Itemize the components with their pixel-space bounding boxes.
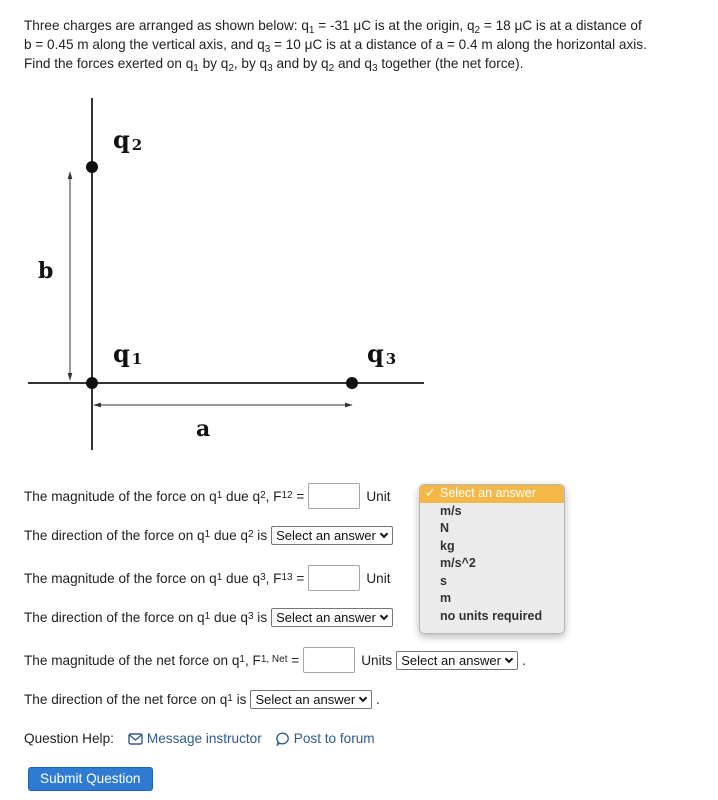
subscript: 1 xyxy=(308,25,315,36)
dropdown-option-no-units[interactable]: no units required xyxy=(440,608,543,623)
question-text: , F xyxy=(265,570,282,586)
problem-text: = 10 μC is at a distance of a = 0.4 m along the horizontal axis. xyxy=(270,37,647,52)
question-text: The magnitude of the net force on q xyxy=(24,652,240,668)
problem-text: Three charges are arranged as shown below: q xyxy=(24,18,309,33)
select-value: Select an answer xyxy=(401,652,501,668)
units-label: Units xyxy=(361,652,393,668)
label-q2: q 2 xyxy=(113,125,143,154)
subscript: 2 xyxy=(328,63,335,74)
chevron-down-icon xyxy=(380,529,388,537)
question-text: The magnitude of the force on q xyxy=(24,488,217,504)
subscript: 3 xyxy=(267,63,273,74)
question-magnitude-net: The magnitude of the net force on q 1 , F 1, Net = Units Select an answer . xyxy=(24,647,526,673)
problem-text: = -31 μC is at the origin, q xyxy=(314,18,475,33)
question-magnitude-f12: The magnitude of the force on q 1 due q 2 , F 12 = Unit xyxy=(24,483,391,509)
question-text: The magnitude of the force on q xyxy=(24,570,217,586)
problem-line-1 xyxy=(24,16,704,35)
charge-q1-dot xyxy=(86,377,98,389)
problem-statement xyxy=(24,16,704,73)
question-magnitude-f13: The magnitude of the force on q 1 due q 3 , F 13 = Unit xyxy=(24,565,391,591)
checkmark-icon: ✓ xyxy=(425,486,436,500)
chat-bubble-icon xyxy=(276,732,290,746)
subscript: 3 xyxy=(264,44,271,55)
units-label: Unit xyxy=(366,570,391,586)
question-text: due q xyxy=(210,527,248,543)
submit-question-button[interactable]: Submit Question xyxy=(28,767,153,791)
subscript: 2 xyxy=(228,63,234,74)
units-dropdown-menu xyxy=(419,484,565,634)
problem-text: b = 0.45 m along the vertical axis, and q xyxy=(24,37,265,52)
problem-line-2 xyxy=(24,35,704,54)
dropdown-option-kg[interactable]: kg xyxy=(440,538,455,553)
question-text: The direction of the force on q xyxy=(24,527,205,543)
post-to-forum-label: Post to forum xyxy=(293,731,375,746)
charge-diagram xyxy=(0,90,718,450)
question-text: is xyxy=(253,609,268,625)
problem-text: together (the net force). xyxy=(377,56,524,71)
subscript: 2 xyxy=(474,25,481,36)
question-text: , F xyxy=(265,488,282,504)
question-text: = xyxy=(292,570,305,586)
problem-text: Find the forces exerted on q xyxy=(24,56,194,71)
select-value: Select an answer xyxy=(276,609,376,625)
dropdown-option-s[interactable]: s xyxy=(440,573,447,588)
problem-text: , by q xyxy=(233,56,268,71)
direction-q3-select[interactable] xyxy=(271,608,393,627)
question-text: , F xyxy=(244,652,261,668)
mail-icon xyxy=(128,733,143,745)
chevron-down-icon xyxy=(380,611,388,619)
question-direction-net: The direction of the net force on q 1 is Select an answer . xyxy=(24,691,380,707)
label-b: b xyxy=(38,258,54,284)
question-direction-q3: The direction of the force on q 1 due q 3 is Select an answer xyxy=(24,604,393,630)
net-magnitude-input[interactable] xyxy=(303,647,355,673)
dropdown-option-n[interactable]: N xyxy=(440,521,450,535)
chevron-down-icon xyxy=(505,654,513,662)
dropdown-option-m-per-s[interactable]: m/s xyxy=(440,503,462,518)
problem-line-3 xyxy=(24,54,704,73)
question-help-label: Question Help: xyxy=(24,731,114,746)
subscript: 3 xyxy=(371,63,378,74)
question-text: due q xyxy=(222,488,261,504)
question-text: The direction of the net force on q xyxy=(24,691,228,707)
f13-magnitude-input[interactable] xyxy=(308,565,360,591)
label-a: a xyxy=(196,416,211,442)
label-q3: q 3 xyxy=(367,339,397,368)
question-text: is xyxy=(232,691,247,707)
question-text: The direction of the force on q xyxy=(24,609,205,625)
question-text: = xyxy=(292,488,305,504)
charge-q2-dot xyxy=(86,161,98,173)
sentence-end: . xyxy=(521,652,526,668)
question-direction-q2: The direction of the force on q 1 due q 2 is Select an answer xyxy=(24,522,393,548)
subscript: 1 xyxy=(193,63,199,74)
question-text: is xyxy=(253,527,268,543)
dropdown-option-m-per-s2[interactable]: m/s^2 xyxy=(440,556,476,570)
question-text: due q xyxy=(210,609,248,625)
option-label: Select an answer xyxy=(440,486,536,500)
problem-text: = 18 μC is at a distance of xyxy=(480,18,642,33)
direction-q2-select[interactable] xyxy=(271,526,393,545)
dropdown-option-m[interactable]: m xyxy=(440,591,452,605)
direction-net-select[interactable] xyxy=(250,690,372,709)
f12-magnitude-input[interactable] xyxy=(308,483,360,509)
question-text: = xyxy=(287,652,300,668)
problem-text: and by q xyxy=(272,56,329,71)
select-value: Select an answer xyxy=(276,527,376,543)
message-instructor-link[interactable] xyxy=(128,731,262,746)
units-label: Unit xyxy=(366,488,391,504)
chevron-down-icon xyxy=(359,693,367,701)
label-q1: q 1 xyxy=(113,339,143,368)
post-to-forum-link[interactable] xyxy=(276,731,375,746)
sentence-end: . xyxy=(376,691,380,707)
dropdown-option-select-an-answer[interactable] xyxy=(420,485,564,503)
problem-text: by q xyxy=(198,56,229,71)
message-instructor-label: Message instructor xyxy=(146,731,262,746)
question-help xyxy=(24,731,375,746)
select-value: Select an answer xyxy=(255,691,356,707)
charge-q3-dot xyxy=(346,377,358,389)
net-units-select[interactable] xyxy=(396,651,518,670)
question-text: due q xyxy=(222,570,261,586)
problem-text: and q xyxy=(334,56,372,71)
